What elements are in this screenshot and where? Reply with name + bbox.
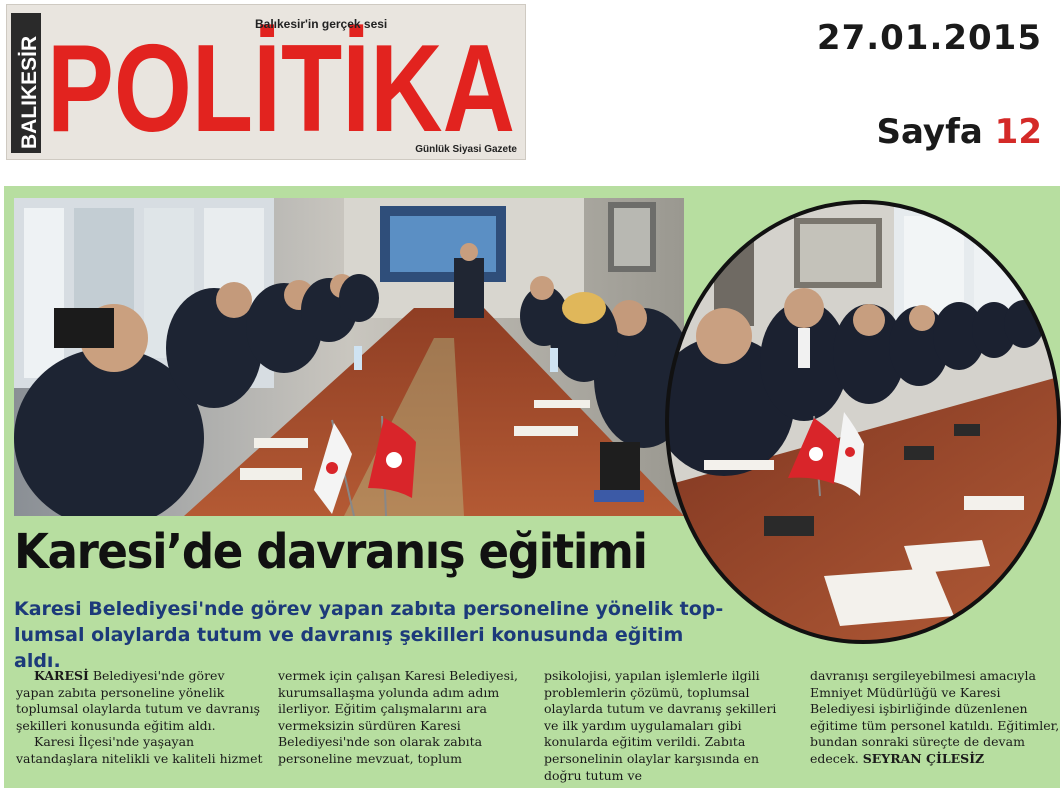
lead-line-2: lumsal olaylarda tutum ve davranış şekilleri konusunda eğitim aldı. xyxy=(14,624,684,672)
col1-paragraph-2: Karesi İlçesi'nde yaşayan vatandaşlara nitelikli ve kaliteli hizmet xyxy=(16,734,263,766)
article-lead xyxy=(14,596,730,674)
dateline: KARESİ xyxy=(34,668,89,683)
page-number xyxy=(877,112,1042,152)
author-byline: SEYRAN ÇİLESİZ xyxy=(862,750,985,766)
page-label: Sayfa xyxy=(876,112,983,152)
masthead-side-label xyxy=(11,13,41,153)
body-column-4 xyxy=(810,668,1060,768)
body-column-1 xyxy=(16,668,266,768)
news-article xyxy=(4,186,1060,788)
body-column-2: vermek için çalışan Karesi Belediyesi, kurumsallaşma yolunda adım adım ilerliyor. Eğitim çalışmalarını ara vermeksizin sürdüren Karesi Belediyesi'nde son olarak zabıta personeline mevzuat, toplum xyxy=(278,668,518,766)
side-label-text: BALIKESİR xyxy=(18,35,41,149)
politika-logo xyxy=(43,11,519,151)
newspaper-masthead xyxy=(6,4,526,160)
masthead-subtitle: Günlük Siyasi Gazete xyxy=(415,144,517,155)
masthead-tagline: Balıkesir'in gerçek sesi xyxy=(255,17,388,31)
col4-text: davranışı sergileyebilmesi amacıyla Emniyet Müdürlüğü ve Karesi Belediyesi işbirliğinde düzenlenen eğitime tüm personel katıldı. Eğitimler, bundan sonraki süreçte de devam edecek. xyxy=(810,668,1060,766)
inset-circular-photo xyxy=(664,196,1062,644)
page-num: 12 xyxy=(994,112,1042,152)
training-room-photo xyxy=(14,198,684,516)
article-headline: Karesi’de davranış eğitimi xyxy=(14,524,647,580)
body-column-3: psikolojisi, yapılan işlemlerle ilgili problemlerin çözümü, toplumsal olaylarda tutum ve davranış şekilleri ve ilk yardım uygulamaları gibi konularda eğitim verildi. Zabıta personelinin olaylar karşısında en doğru tutum ve xyxy=(544,668,777,783)
issue-date: 27.01.2015 xyxy=(816,18,1042,58)
lead-line-1: Karesi Belediyesi'nde görev yapan zabıta personeline yönelik top- xyxy=(14,598,724,620)
article-body xyxy=(16,668,1060,783)
col1-paragraph-1: Belediyesi'nde görev yapan zabıta personeline yönelik toplumsal olaylarda tutum ve davranış şekilleri konusunda eğitim aldı. xyxy=(16,668,260,733)
logo-text: POLİTİKA xyxy=(47,20,515,151)
